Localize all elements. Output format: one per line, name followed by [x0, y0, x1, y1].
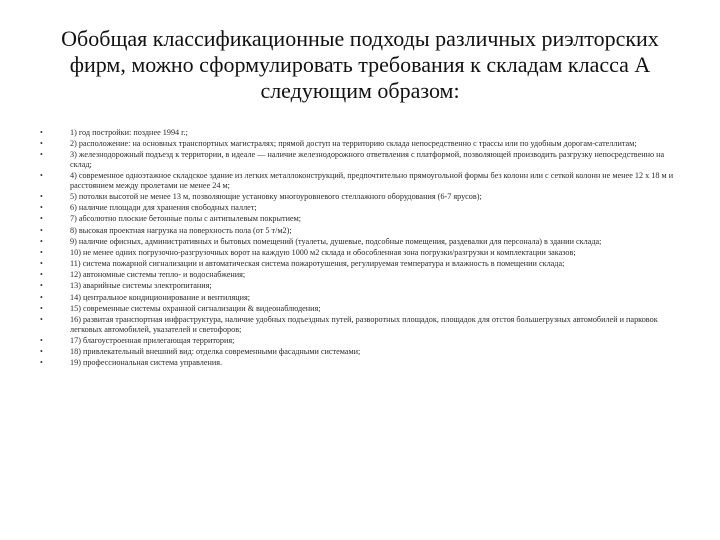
list-item-text: 3) железнодорожный подъезд к территории, в идеале — наличие железнодорожного ответвления с платформой, позволяющей производить разгрузку непосредственно на склад; — [70, 150, 665, 169]
list-item — [40, 192, 680, 202]
list-item-text: 14) центральное кондиционирование и вентиляция; — [70, 292, 251, 302]
bullet-icon: • — [40, 128, 43, 137]
bullet-icon: • — [40, 150, 43, 160]
bullet-icon: • — [40, 281, 43, 291]
bullet-icon: • — [40, 203, 43, 213]
list-item — [40, 203, 680, 213]
list-item-text: 6) наличие площади для хранения свободных паллет; — [70, 203, 257, 213]
bullet-icon: • — [40, 303, 43, 313]
list-item-text: 12) автономные системы тепло- и водоснабжения; — [70, 270, 246, 280]
list-item-text: 2) расположение: на основных транспортных магистралях; прямой доступ на территорию склада непосредственно с трассы или по удобным дорогам-сателлитам; — [70, 139, 637, 149]
list-item-text: 16) развитая транспортная инфраструктура, наличие удобных подъездных путей, разворотных площадок, площадок для отстоя большегрузных автомобилей и парковок легковых автомобилей, указателей и светофоров; — [70, 315, 658, 334]
list-item — [40, 226, 680, 236]
bullet-icon: • — [40, 191, 43, 201]
bullet-icon: • — [40, 236, 43, 246]
list-item-text: 18) привлекательный внешний вид: отделка современными фасадными системами; — [70, 346, 361, 356]
list-item — [40, 347, 680, 357]
list-item-text: 15) современные системы охранной сигнализации & видеонаблюдения; — [70, 303, 321, 313]
list-item-text: 11) система пожарной сигнализации и автоматическая система пожаротушения, регулируемая температура и влажность в помещении склада; — [70, 259, 565, 269]
list-item-text: 13) аварийные системы электропитания; — [70, 281, 212, 291]
list-item — [40, 315, 680, 334]
list-item-text: 17) благоустроенная прилегающая территория; — [70, 335, 235, 345]
list-item-text: 19) профессиональная система управления. — [70, 358, 223, 368]
list-item — [40, 171, 680, 190]
list-item-text: 10) не менее одних погрузочно-разгрузочных ворот на каждую 1000 м2 склада и обособленная зона погрузки/разгрузки и комплектации заказов; — [70, 247, 576, 257]
list-item-text: 4) современное одноэтажное складское здание из легких металлоконструкций, предпочтительно прямоугольной формы без колонн или с сеткой колонн не менее 12 х 18 м и расстоянием между пролетами не менее 24 м; — [70, 171, 674, 190]
list-item — [40, 214, 680, 224]
list-item — [40, 237, 680, 247]
list-item — [40, 304, 680, 314]
bullet-icon: • — [40, 139, 43, 149]
list-item-text: 8) высокая проектная нагрузка на поверхность пола (от 5 т/м2); — [70, 225, 292, 235]
list-item-text: 1) год постройки: позднее 1994 г.; — [70, 128, 188, 137]
bullet-icon: • — [40, 346, 43, 356]
requirements-list — [40, 128, 680, 369]
bullet-icon: • — [40, 315, 43, 324]
list-item — [40, 270, 680, 280]
list-item — [40, 336, 680, 346]
bullet-icon: • — [40, 292, 43, 302]
bullet-icon: • — [40, 247, 43, 257]
bullet-icon: • — [40, 335, 43, 345]
bullet-icon: • — [40, 171, 43, 181]
list-item-text: 5) потолки высотой не менее 13 м, позволяющие установку многоуровневого стеллажного оборудования (6-7 ярусов); — [70, 191, 482, 201]
bullet-icon: • — [40, 225, 43, 235]
slide-title: Обобщая классификационные подходы различных риэлторских фирм, можно сформулировать требования к складам класса А следующим образом: — [61, 26, 659, 103]
bullet-icon: • — [40, 270, 43, 280]
list-item — [40, 139, 680, 149]
list-item — [40, 248, 680, 258]
list-item — [40, 358, 680, 368]
bullet-icon: • — [40, 358, 43, 368]
list-item — [40, 281, 680, 291]
list-item-text: 9) наличие офисных, административных и бытовых помещений (туалеты, душевые, подсобные помещения, раздевалки для персонала) в здании склада; — [70, 236, 602, 246]
bullet-icon: • — [40, 214, 43, 224]
list-item — [40, 293, 680, 303]
list-item — [40, 150, 680, 169]
list-item-text: 7) абсолютно плоские бетонные полы с антипылевым покрытием; — [70, 214, 302, 224]
list-item — [40, 128, 680, 138]
list-item — [40, 259, 680, 269]
bullet-icon: • — [40, 259, 43, 269]
